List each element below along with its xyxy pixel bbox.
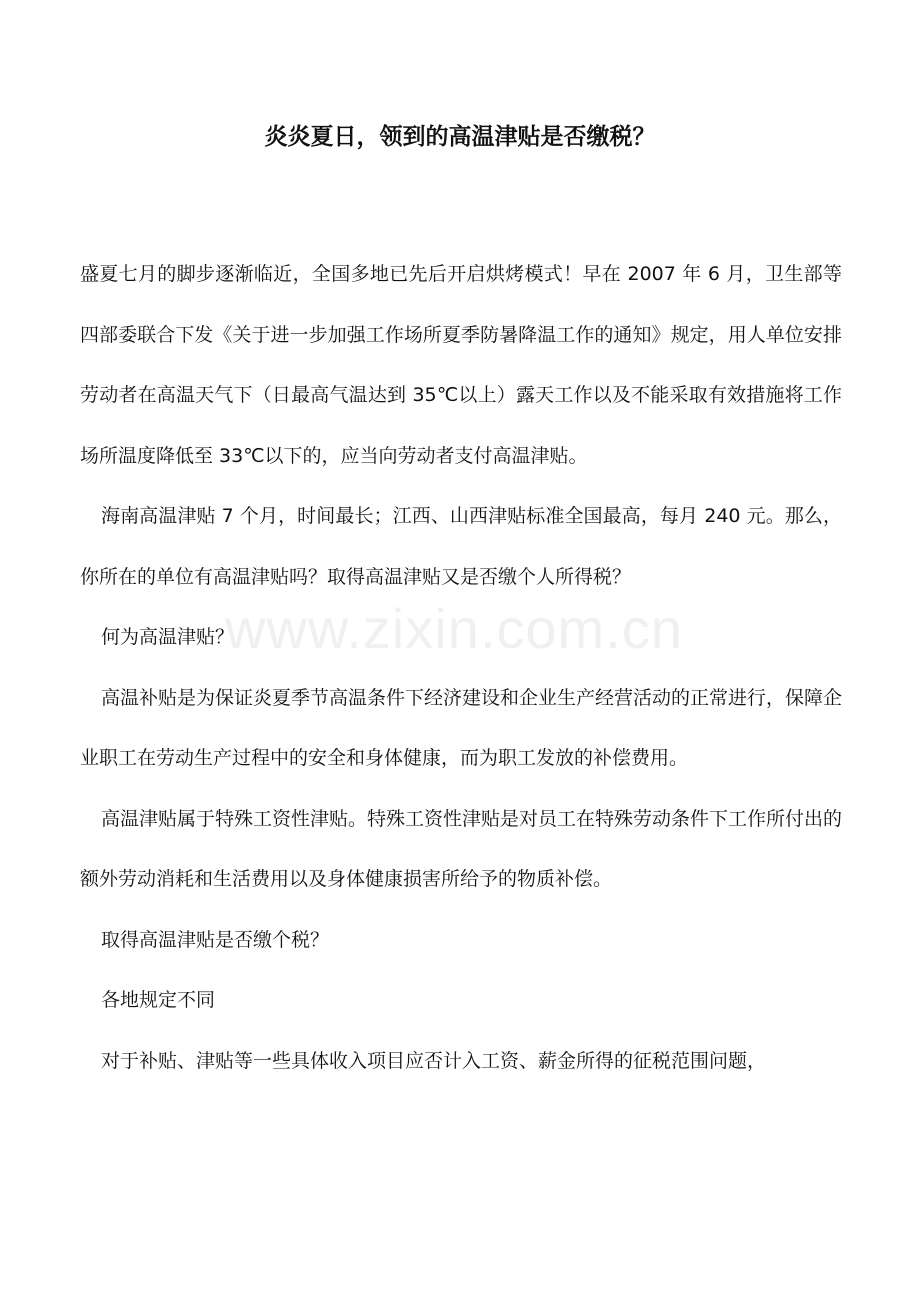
watermark: www.zixin.com.cn: [225, 597, 683, 660]
paragraph-regional: 海南高温津贴 7 个月，时间最长；江西、山西津贴标准全国最高，每月 240 元。那么，你所在的单位有高温津贴吗？取得高温津贴又是否缴个人所得税？: [80, 505, 842, 588]
section-heading-tax: 取得高温津贴是否缴个税？: [101, 928, 330, 951]
section-heading-definition: 何为高温津贴？: [101, 626, 235, 648]
paragraph-classification: 高温津贴属于特殊工资性津贴。特殊工资性津贴是对员工在特殊劳动条件下工作所付出的额外劳动消耗和生活费用以及身体健康损害所给予的物质补偿。: [80, 807, 843, 890]
section-heading-regional-rules: 各地规定不同: [101, 989, 216, 1011]
paragraph-tax-scope: 对于补贴、津贴等一些具体收入项目应否计入工资、薪金所得的征税范围问题，: [101, 1049, 767, 1072]
document-body: [80, 244, 842, 1091]
document-title: 炎炎夏日，领到的高温津贴是否缴税？: [264, 123, 656, 150]
paragraph-definition: 高温补贴是为保证炎夏季节高温条件下经济建设和企业生产经营活动的正常进行，保障企业职工在劳动生产过程中的安全和身体健康，而为职工发放的补偿费用。: [80, 686, 843, 769]
paragraph-intro: 盛夏七月的脚步逐渐临近，全国多地已先后开启烘烤模式！早在 2007 年 6 月，卫生部等四部委联合下发《关于进一步加强工作场所夏季防暑降温工作的通知》规定，用人单位安排劳动者在高温天气下（日最高气温达到 35℃以上）露天工作以及不能采取有效措施将工作场所温度降低至 33℃以下的，应当向劳动者支付高温津贴。: [80, 263, 842, 467]
